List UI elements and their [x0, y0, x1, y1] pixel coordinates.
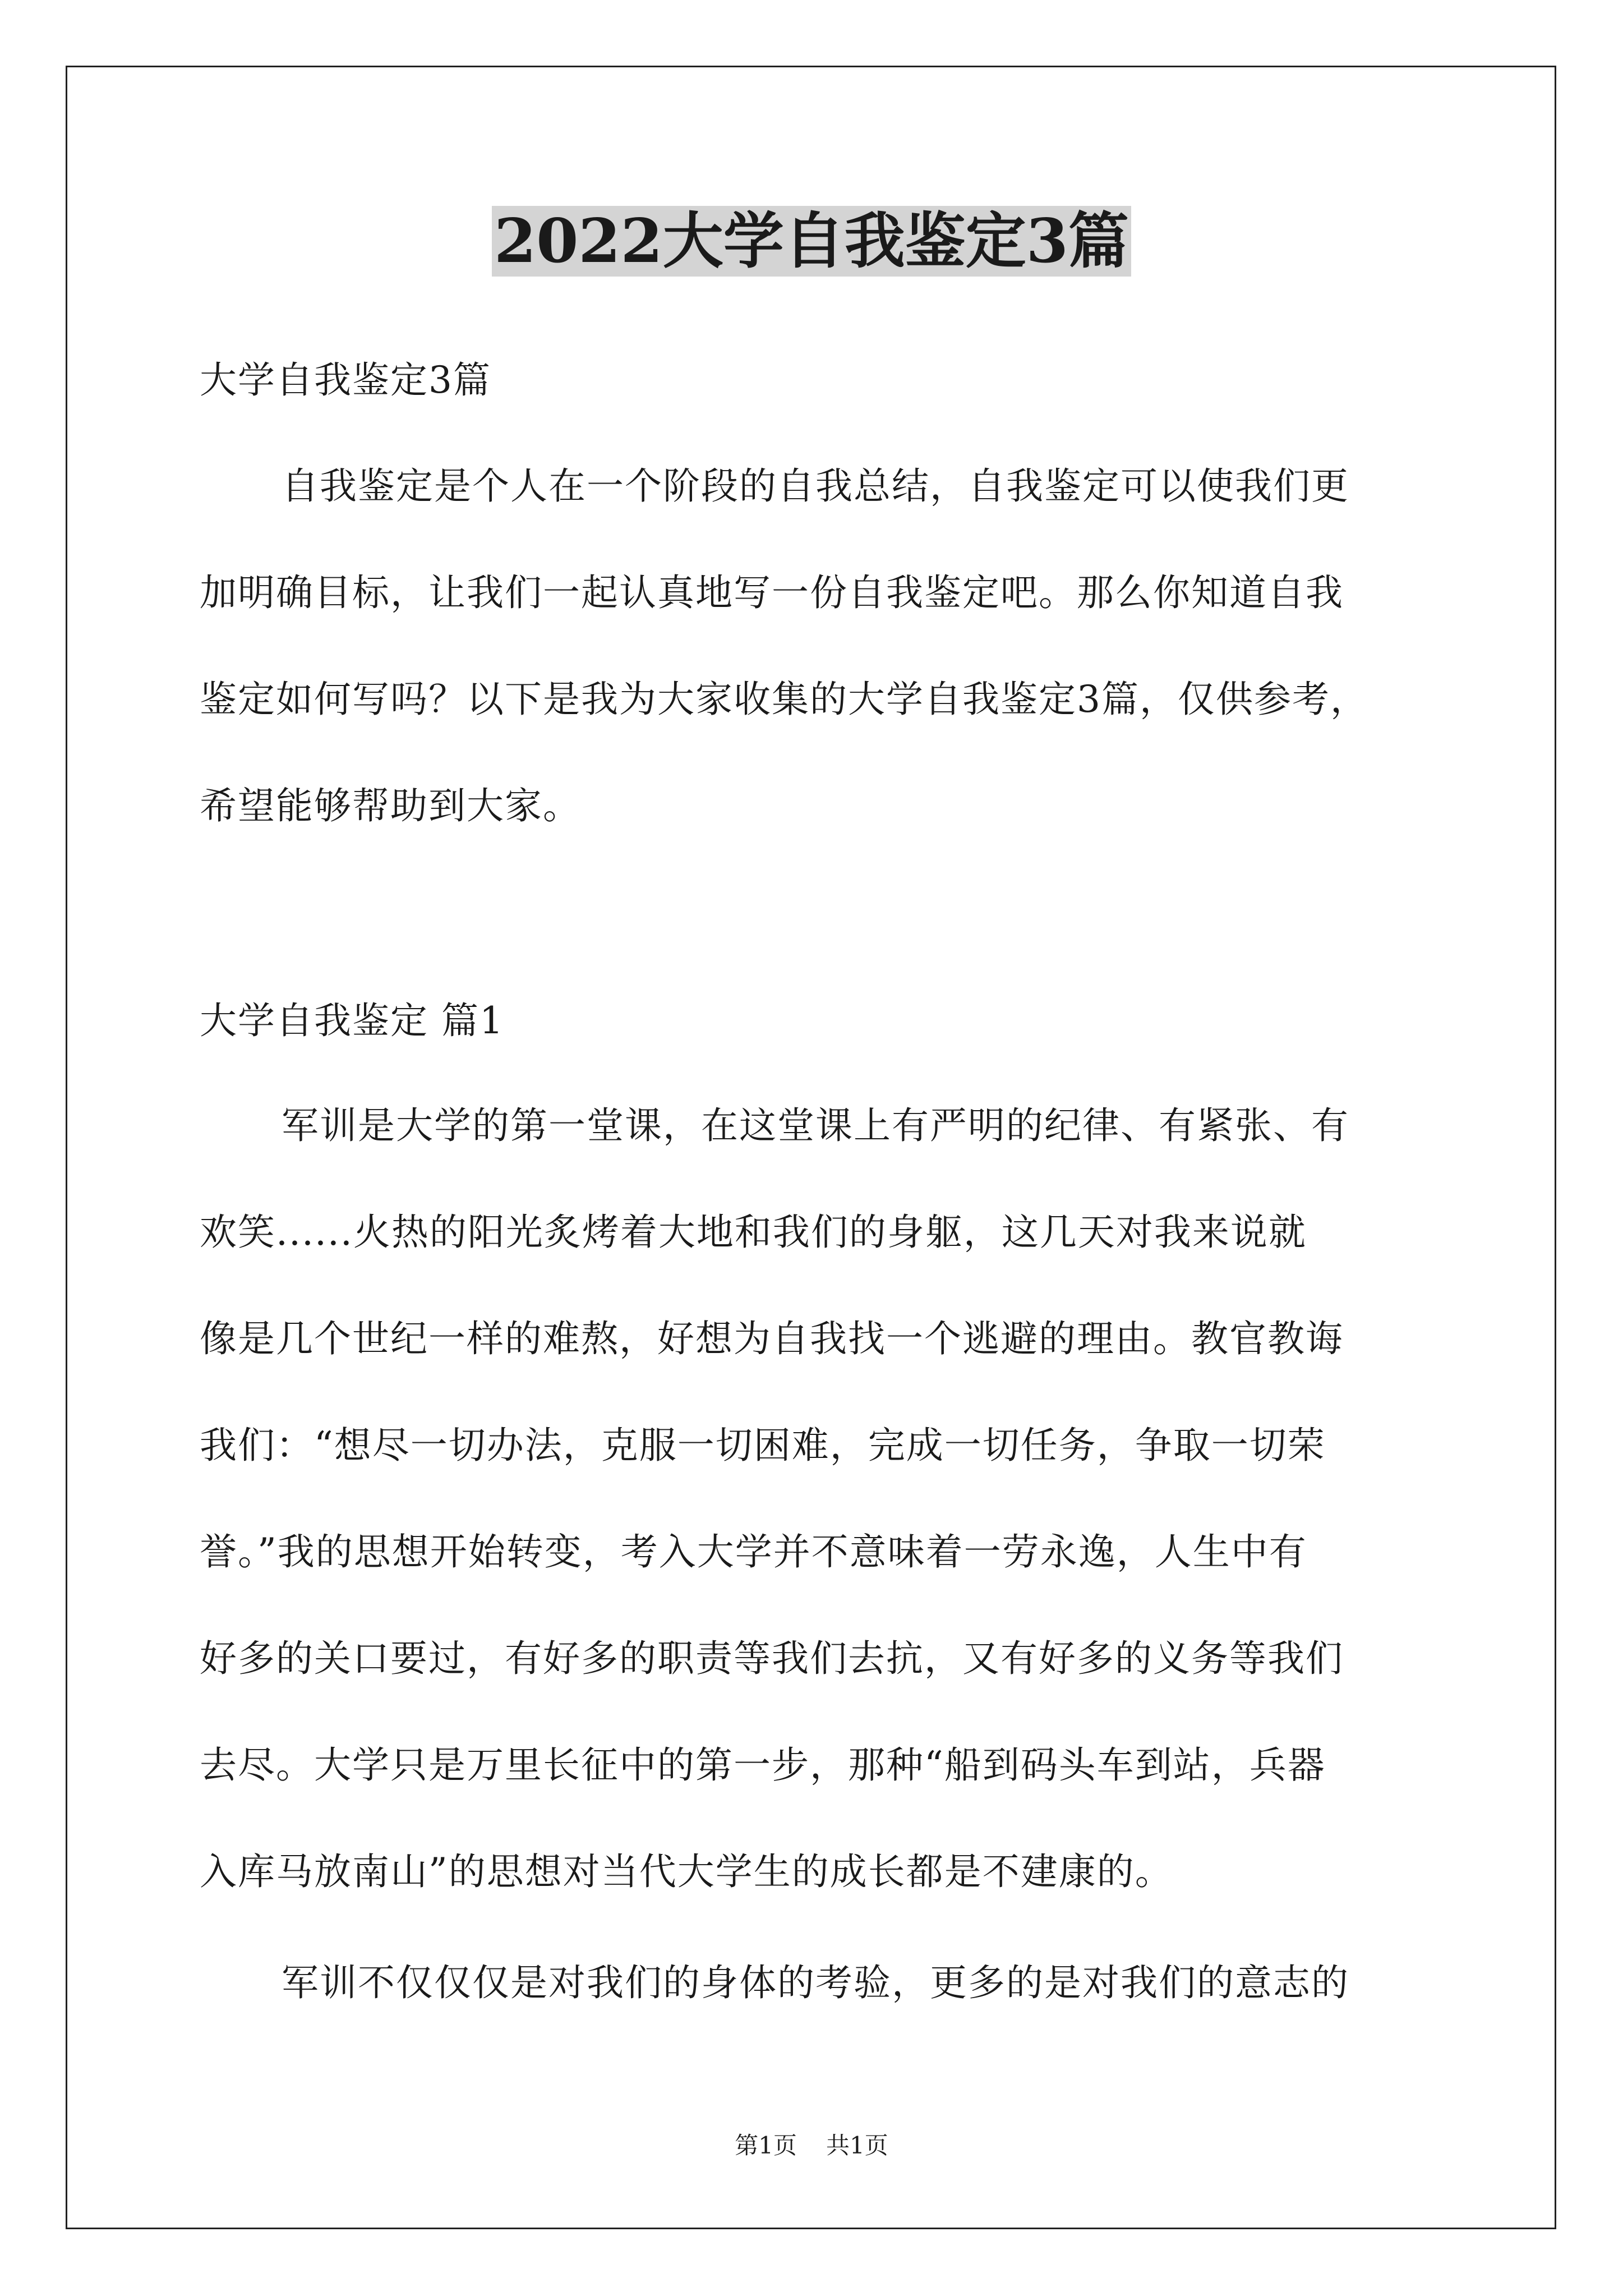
intro-line: 加明确目标，让我们一起认真地写一份自我鉴定吧。那么你知道自我 — [200, 571, 1344, 614]
paragraph-line: 入库马放南山”的思想对当代大学生的成长都是不建康的。 — [200, 1850, 1173, 1893]
intro-paragraph — [200, 433, 1433, 859]
page-number: 第1页 — [735, 2132, 797, 2159]
paragraph-line: 军训是大学的第一堂课，在这堂课上有严明的纪律、有紧张、有 — [282, 1104, 1349, 1147]
intro-line: 希望能够帮助到大家。 — [200, 784, 581, 827]
section1-paragraph-1 — [200, 1073, 1433, 1925]
document-subtitle: 大学自我鉴定3篇 — [200, 358, 491, 402]
paragraph-line: 军训不仅仅仅是对我们的身体的考验，更多的是对我们的意志的 — [282, 1961, 1349, 2004]
paragraph-line: 欢笑......火热的阳光炙烤着大地和我们的身躯，这几天对我来说就 — [200, 1211, 1307, 1254]
section-heading: 大学自我鉴定 篇1 — [200, 999, 504, 1042]
page-total: 共1页 — [826, 2132, 888, 2159]
paragraph-line: 誉。”我的思想开始转变，考入大学并不意味着一劳永逸，人生中有 — [200, 1530, 1307, 1573]
paragraph-line: 像是几个世纪一样的难熬，好想为自我找一个逃避的理由。教官教诲 — [200, 1317, 1344, 1360]
document-title-text: 2022大学自我鉴定3篇 — [492, 206, 1131, 277]
section1-paragraph-2 — [200, 1930, 1433, 2036]
paragraph-line: 去尽。大学只是万里长征中的第一步，那种“船到码头车到站，兵器 — [200, 1743, 1326, 1787]
page-footer — [0, 2129, 1623, 2162]
intro-line: 自我鉴定是个人在一个阶段的自我总结，自我鉴定可以使我们更 — [282, 464, 1349, 508]
intro-line: 鉴定如何写吗？以下是我为大家收集的大学自我鉴定3篇，仅供参考， — [200, 678, 1368, 721]
paragraph-line: 我们：“想尽一切办法，克服一切困难，完成一切任务，争取一切荣 — [200, 1424, 1326, 1467]
document-title — [0, 202, 1623, 281]
paragraph-line: 好多的关口要过，有好多的职责等我们去抗，又有好多的义务等我们 — [200, 1637, 1344, 1680]
